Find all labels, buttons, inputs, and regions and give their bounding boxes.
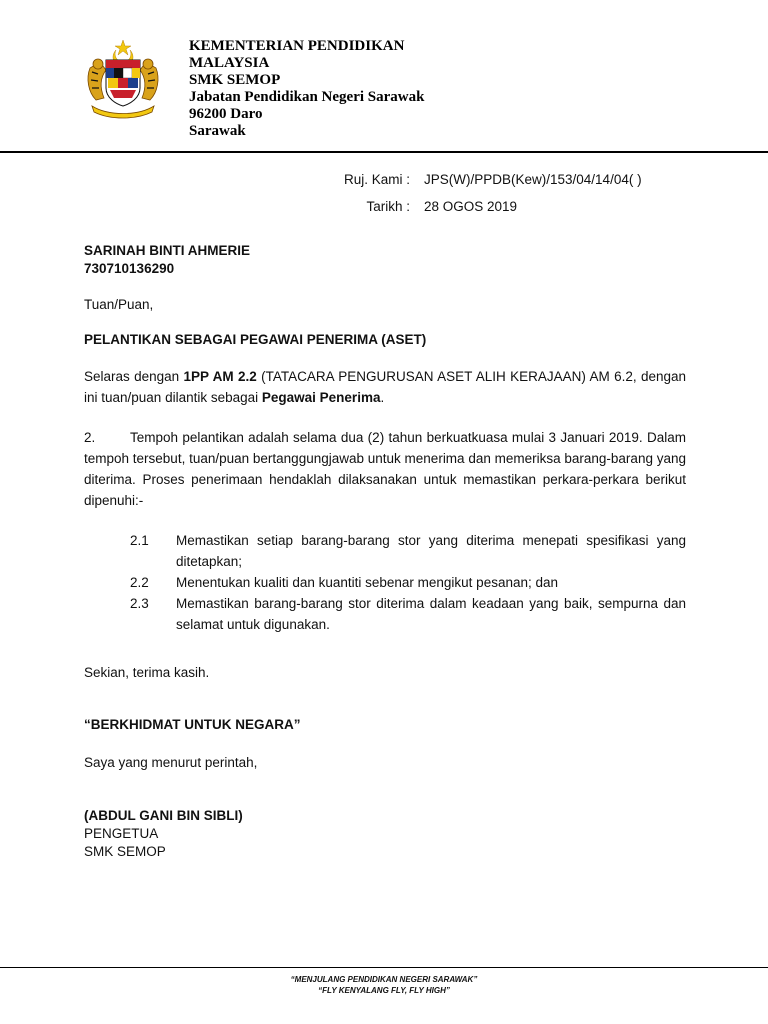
item-text: Menentukan kualiti dan kuantiti sebenar mengikut pesanan; dan [176,575,559,590]
letterhead-line: SMK SEMOP [189,72,281,88]
letterhead-line: 96200 Daro [189,106,263,122]
header-divider [0,151,768,153]
paragraph-1-text: . [380,390,385,405]
paragraph-2-text: Tempoh pelantikan adalah selama dua (2) tahun berkuatkuasa mulai 3 Januari 2019. Dalam tempoh tersebut, tuan/puan bertanggungjawab untuk menerima dan memeriksa barang-barang yang diterima. Proses penerimaan hendaklah dilaksanakan untuk memastikan perkara-perkara berikut dipenuhi:- [84,430,686,508]
footer-line-2: “FLY KENYALANG FLY, FLY HIGH” [318,986,450,995]
motto: “BERKHIDMAT UNTUK NEGARA” [84,717,301,732]
sign-off: Saya yang menurut perintah, [84,755,258,770]
footer-slogan [0,974,768,996]
paragraph-2 [84,427,686,511]
signatory-school: SMK SEMOP [84,844,166,859]
letterhead-line: MALAYSIA [189,55,270,71]
paragraph-2-number: 2. [84,430,96,445]
recipient-id: 730710136290 [84,261,175,276]
footer-divider [0,967,768,968]
paragraph-1 [84,366,686,408]
letterhead-line: Jabatan Pendidikan Negeri Sarawak [189,89,425,105]
paragraph-1-text: Selaras dengan [84,369,184,384]
signatory-title: PENGETUA [84,826,159,841]
coat-of-arms-icon [82,38,164,122]
footer-line-1: “MENJULANG PENDIDIKAN NEGERI SARAWAK” [290,975,478,984]
salutation: Tuan/Puan, [84,297,154,312]
closing-line: Sekian, terima kasih. [84,665,210,680]
recipient-name: SARINAH BINTI AHMERIE [84,243,251,258]
item-number: 2.2 [130,575,149,590]
tarikh-value: 28 OGOS 2019 [424,199,518,214]
item-text: Memastikan barang-barang stor diterima dalam keadaan yang baik, sempurna dan selamat untuk digunakan. [176,596,686,632]
item-number: 2.1 [130,533,149,548]
item-text: Memastikan setiap barang-barang stor yang diterima menepati spesifikasi yang ditetapkan; [176,533,686,569]
letterhead-line: KEMENTERIAN PENDIDIKAN [189,38,405,54]
paragraph-1-text: (TATACARA PENGURUSAN ASET ALIH KERAJAAN) AM 6.2, dengan ini tuan/puan dilantik sebagai [84,369,686,405]
subject-heading: PELANTIKAN SEBAGAI PEGAWAI PENERIMA (ASET) [84,332,427,347]
letterhead-line: Sarawak [189,123,246,139]
item-number: 2.3 [130,596,149,611]
ruj-value: JPS(W)/PPDB(Kew)/153/04/14/04( ) [424,172,642,187]
signatory-name: (ABDUL GANI BIN SIBLI) [84,808,243,823]
appointment-role: Pegawai Penerima [261,390,381,405]
tarikh-label: Tarikh : [366,199,410,214]
letterhead-address [189,38,424,140]
regulation-ref: 1PP AM 2.2 [183,369,257,384]
ruj-label: Ruj. Kami : [343,172,410,187]
